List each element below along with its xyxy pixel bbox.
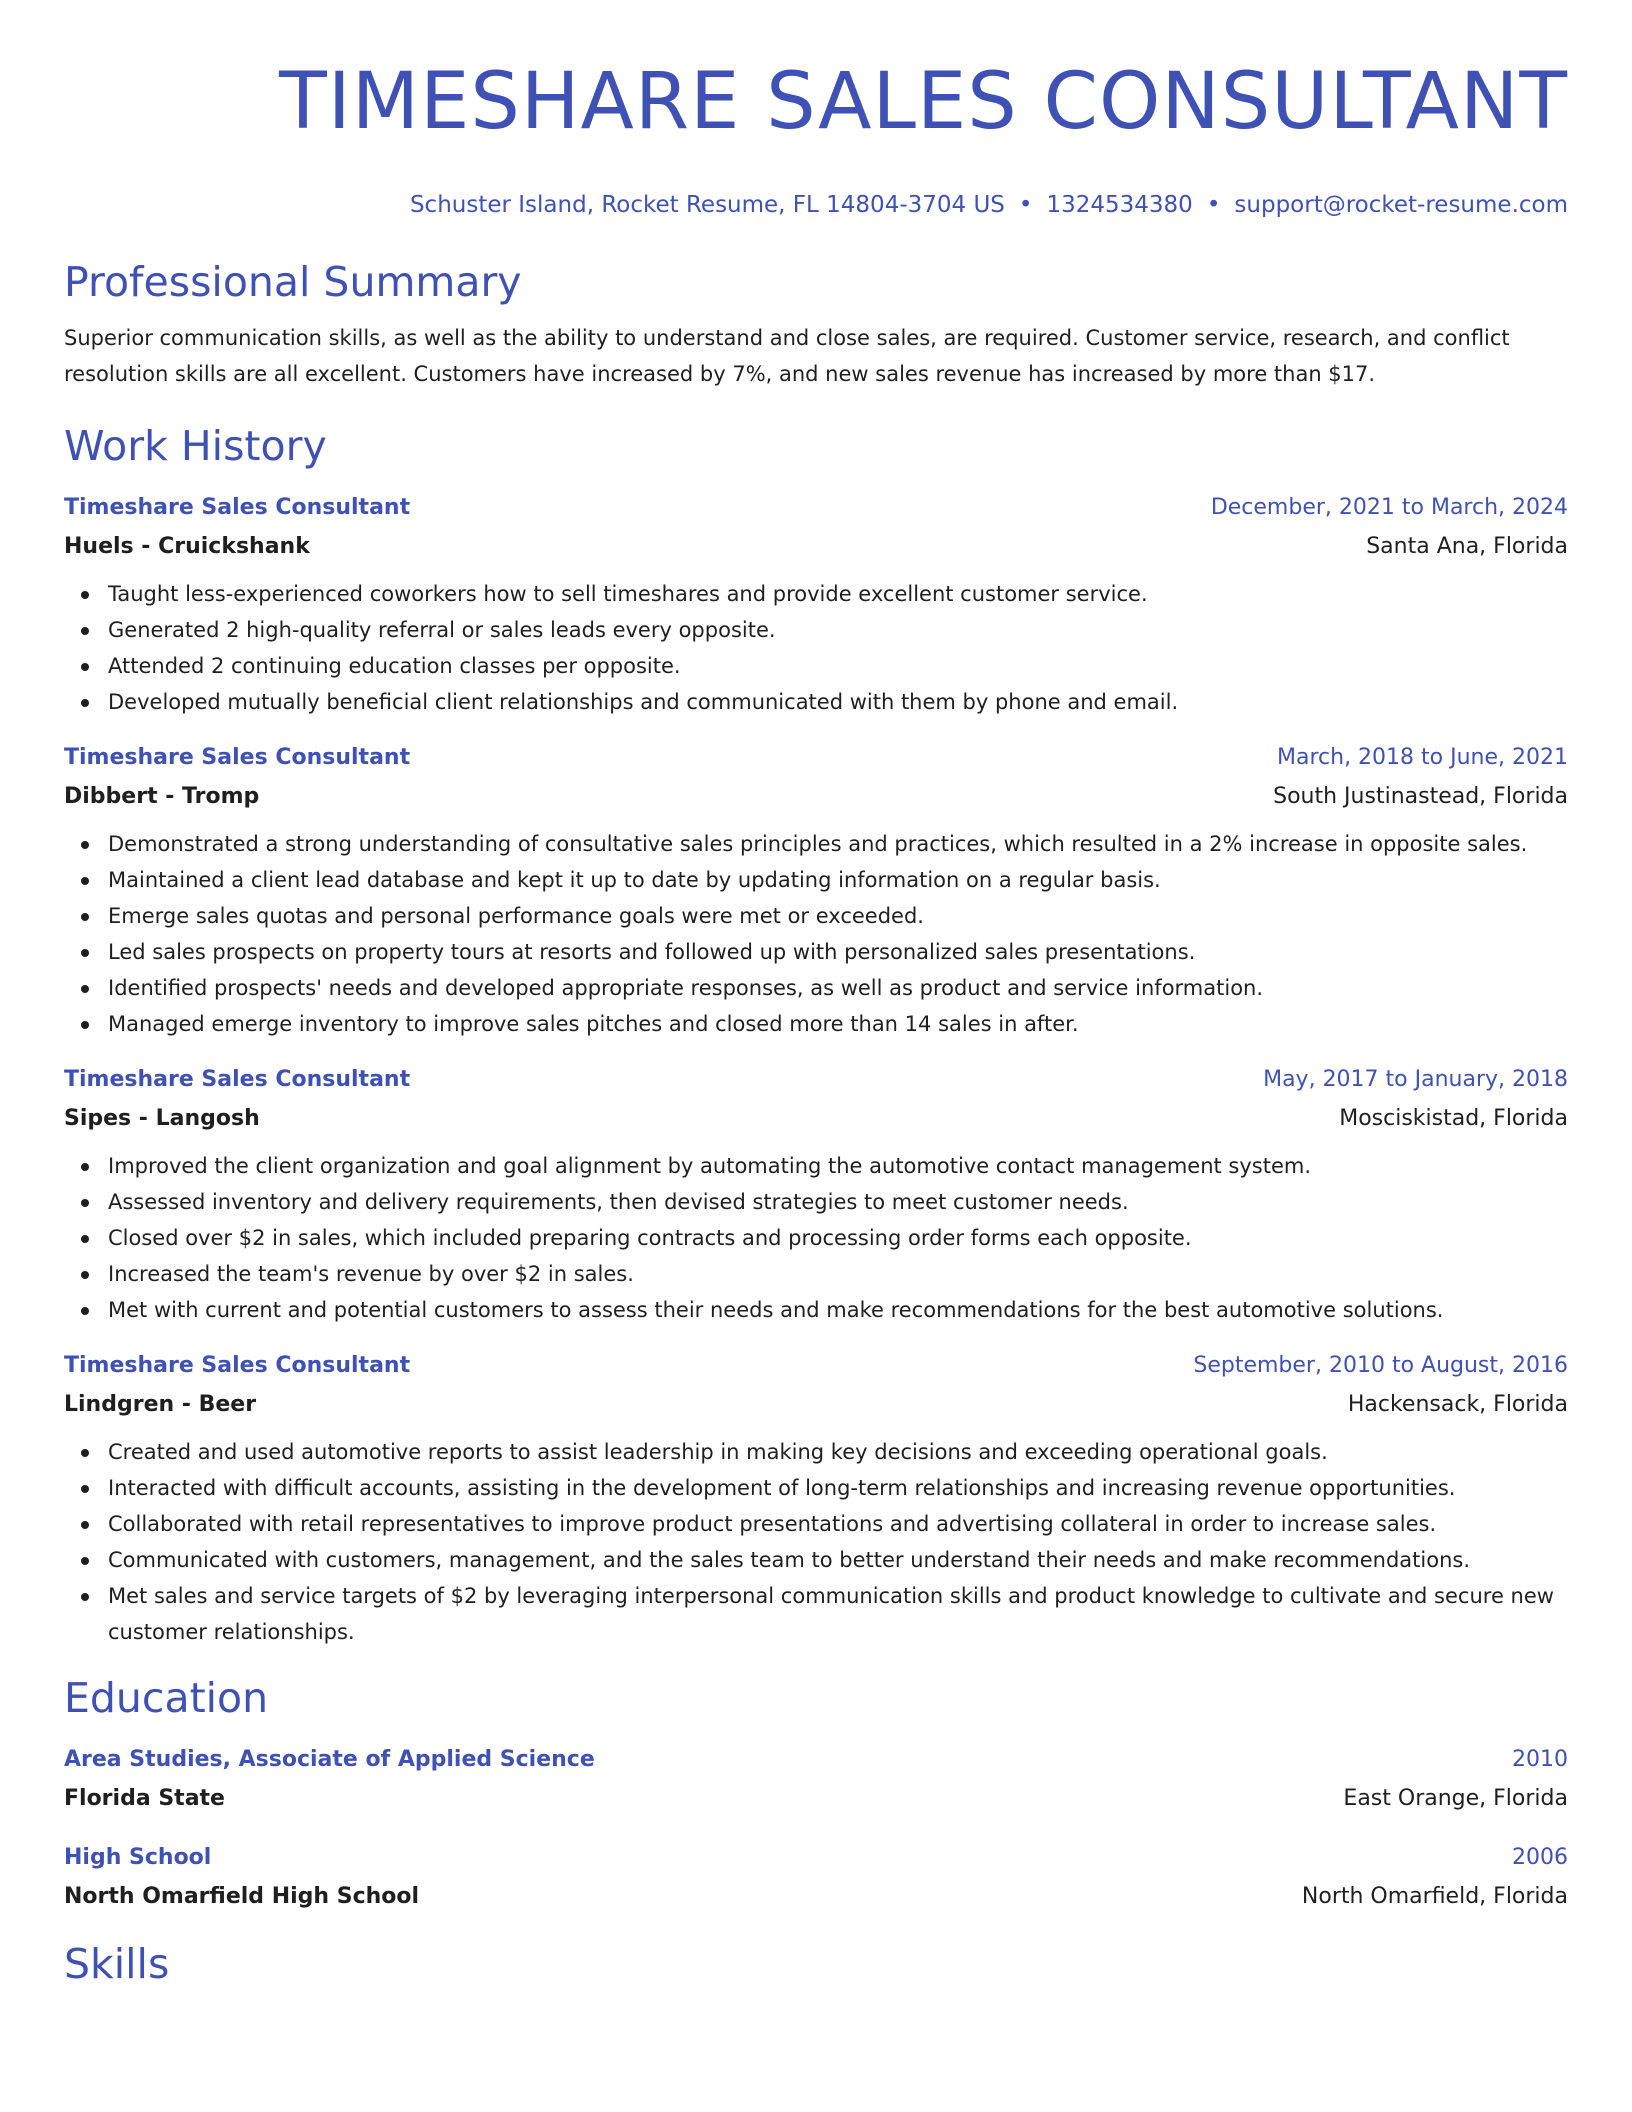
education-list [64, 1746, 1568, 1912]
job-bullet: Demonstrated a strong understanding of consultative sales principles and practices, which resulted in a 2% increase in opposite sales. [108, 826, 1568, 862]
education-school: Florida State [64, 1786, 225, 1811]
resume-title: TIMESHARE SALES CONSULTANT [279, 57, 1568, 147]
job-title: Timeshare Sales Consultant [64, 495, 411, 520]
education-year: 2006 [1512, 1845, 1568, 1870]
job-bullet: Created and used automotive reports to assist leadership in making key decisions and exceeding operational goals. [108, 1434, 1568, 1470]
job-bullet: Maintained a client lead database and kept it up to date by updating information on a regular basis. [108, 862, 1568, 898]
job-title: Timeshare Sales Consultant [64, 1353, 411, 1378]
job-dates: March, 2018 to June, 2021 [1277, 745, 1568, 770]
job-dates: September, 2010 to August, 2016 [1193, 1353, 1568, 1378]
job-location: South Justinastead, Florida [1273, 784, 1568, 809]
job-company: Lindgren - Beer [64, 1392, 257, 1417]
job-bullet: Met sales and service targets of $2 by leveraging interpersonal communication skills and product knowledge to cultivate and secure new customer relationships. [108, 1578, 1568, 1650]
job-bullet: Improved the client organization and goal alignment by automating the automotive contact management system. [108, 1148, 1568, 1184]
summary-heading: Professional Summary [64, 258, 522, 306]
job-entry [64, 744, 1568, 1042]
job-bullets [64, 576, 1568, 720]
contact-line [64, 190, 1568, 220]
work-history-list [64, 494, 1568, 1650]
job-bullet: Managed emerge inventory to improve sales pitches and closed more than 14 sales in after. [108, 1006, 1568, 1042]
education-entry [64, 1746, 1568, 1814]
job-bullet: Met with current and potential customers to assess their needs and make recommendations for the best automotive solutions. [108, 1292, 1568, 1328]
education-year: 2010 [1512, 1747, 1568, 1772]
job-dates: May, 2017 to January, 2018 [1263, 1067, 1568, 1092]
job-company: Dibbert - Tromp [64, 784, 260, 809]
job-company: Sipes - Langosh [64, 1106, 260, 1131]
job-bullet: Interacted with difficult accounts, assisting in the development of long-term relationships and increasing revenue opportunities. [108, 1470, 1568, 1506]
job-bullets [64, 1148, 1568, 1328]
education-degree: Area Studies, Associate of Applied Science [64, 1747, 595, 1772]
job-bullet: Collaborated with retail representatives to improve product presentations and advertising collateral in order to increase sales. [108, 1506, 1568, 1542]
job-bullet: Closed over $2 in sales, which included preparing contracts and processing order forms each opposite. [108, 1220, 1568, 1256]
job-bullets [64, 1434, 1568, 1650]
education-degree: High School [64, 1845, 212, 1870]
job-location: Mosciskistad, Florida [1339, 1106, 1568, 1131]
education-entry [64, 1844, 1568, 1912]
job-bullet: Communicated with customers, management, and the sales team to better understand their needs and make recommendations. [108, 1542, 1568, 1578]
job-bullet: Attended 2 continuing education classes per opposite. [108, 648, 1568, 684]
job-title: Timeshare Sales Consultant [64, 1067, 411, 1092]
job-entry [64, 1066, 1568, 1328]
contact-phone: 1324534380 [1046, 192, 1193, 218]
job-bullet: Generated 2 high-quality referral or sales leads every opposite. [108, 612, 1568, 648]
education-heading: Education [64, 1674, 269, 1722]
job-bullet: Identified prospects' needs and developed appropriate responses, as well as product and service information. [108, 970, 1568, 1006]
contact-email: support@rocket-resume.com [1234, 192, 1568, 218]
job-bullets [64, 826, 1568, 1042]
summary-text: Superior communication skills, as well as the ability to understand and close sales, are required. Customer service, research, and conflict resolution skills are all excellent. Customers have increased by 7%, and new sales revenue has increased by more than $17. [64, 326, 1510, 386]
education-school: North Omarfield High School [64, 1884, 420, 1909]
work-history-heading: Work History [64, 422, 327, 470]
job-title: Timeshare Sales Consultant [64, 745, 411, 770]
job-bullet: Increased the team's revenue by over $2 in sales. [108, 1256, 1568, 1292]
job-bullet: Emerge sales quotas and personal performance goals were met or exceeded. [108, 898, 1568, 934]
job-bullet: Taught less-experienced coworkers how to sell timeshares and provide excellent customer service. [108, 576, 1568, 612]
job-bullet: Assessed inventory and delivery requirements, then devised strategies to meet customer needs. [108, 1184, 1568, 1220]
education-location: North Omarfield, Florida [1301, 1884, 1568, 1909]
job-bullet: Developed mutually beneficial client relationships and communicated with them by phone and email. [108, 684, 1568, 720]
job-bullet: Led sales prospects on property tours at resorts and followed up with personalized sales presentations. [108, 934, 1568, 970]
contact-separator: • [1018, 192, 1033, 218]
job-entry [64, 494, 1568, 720]
job-entry [64, 1352, 1568, 1650]
education-location: East Orange, Florida [1343, 1786, 1568, 1811]
contact-separator: • [1206, 192, 1221, 218]
contact-address: Schuster Island, Rocket Resume, FL 14804-3704 US [409, 192, 1005, 218]
job-location: Hackensack, Florida [1347, 1392, 1568, 1417]
skills-heading: Skills [64, 1940, 170, 1988]
resume-page [64, 0, 1568, 1990]
job-dates: December, 2021 to March, 2024 [1210, 495, 1568, 520]
job-location: Santa Ana, Florida [1366, 534, 1568, 559]
job-company: Huels - Cruickshank [64, 534, 310, 559]
